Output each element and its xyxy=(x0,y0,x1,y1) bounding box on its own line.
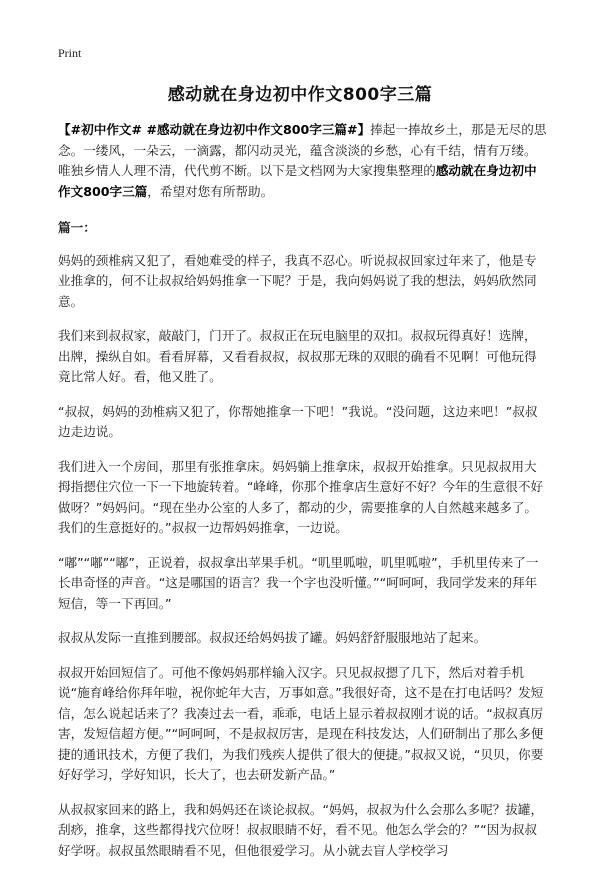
intro-text: 捧起一捧故乡土，那是无尽的思念。一缕风，一朵云，一滴露，都闪动灵光，蕴含淡淡的乡愁，心有千结，情有万缕。唯独乡情人人理不清，代代剪不断。以下是文档网为大家搜集整理的 xyxy=(58,122,547,178)
paragraph: 叔叔开始回短信了。可他不像妈妈那样输入汉字。只见叔叔摁了几下，然后对着手机说“施育峰给你拜年啦，祝你蛇年大吉，万事如意。”我很好奇，这不是在打电话吗？发短信，怎么说起话来了？我凑过去一看，乖乖，电话上显示着叔叔刚才说的话。“叔叔真厉害，发短信超方便。”“呵呵呵，不是叔叔厉害，是现在科技发达，人们研制出了那么多便捷的通讯技术，方便了我们，为我们残疾人提供了很大的便捷。”叔叔又说，“贝贝，你要好好学习，学好知识，长大了，也去研发新产品。” xyxy=(58,664,544,782)
page-title: 感动就在身边初中作文800字三篇 xyxy=(167,85,433,105)
section-heading: 篇一： xyxy=(58,220,96,235)
article-body xyxy=(58,120,548,875)
paragraph: “嘟”“嘟”“嘟”，正说着，叔叔拿出苹果手机。“叽里呱啦，叽里呱啦”，手机里传来了一长串奇怪的声音。“这是哪国的语言？我一个字也没听懂。”“呵呵呵，我同学发来的拜年短信，等一下再回。” xyxy=(58,554,539,611)
paragraph: “叔叔，妈妈的劲椎病又犯了，你帮她推拿一下吧！”我说。“没问题，这边来吧！”叔叔边走边说。 xyxy=(58,403,538,439)
paragraph: 我们进入一个房间，那里有张推拿床。妈妈躺上推拿床，叔叔开始推拿。只见叔叔用大拇指摁住穴位一下一下地旋转着。“峰峰，你那个推拿店生意好不好？今年的生意很不好做呀？”妈妈问。“现在坐办公室的人多了，都动的少，需要推拿的人自然越来越多了。我们的生意挺好的。”叔叔一边帮妈妈推拿，一边说。 xyxy=(58,458,544,535)
paragraph: 我们来到叔叔家，敲敲门，门开了。叔叔正在玩电脑里的双扣。叔叔玩得真好！选牌，出牌，操纵自如。看看屏幕，又看看叔叔，叔叔那无珠的双眼的确看不见啊！可他玩得竟比常人好。看，他又胜了。 xyxy=(58,328,537,384)
paragraph: 从叔叔家回来的路上，我和妈妈还在谈论叔叔。“妈妈，叔叔为什么会那么多呢？拔罐，刮痧，推拿，这些都得找穴位呀！叔叔眼睛不好，看不见。他怎么学会的？”“因为叔叔好学呀。叔叔虽然眼睛看不见，但他很爱学习。从小就去盲人学校学习 xyxy=(58,801,544,858)
intro-paragraph xyxy=(58,120,548,202)
paragraph: 叔叔从发际一直推到腰部。叔叔还给妈妈拔了罐。妈妈舒舒服服地站了起来。 xyxy=(58,630,487,645)
intro-bold-title: 感动就在身边初中作文800字三篇 xyxy=(58,163,537,199)
paragraph: 妈妈的颈椎病又犯了，看她难受的样子，我真不忍心。听说叔叔回家过年来了，他是专业推拿的，何不让叔叔给妈妈推拿一下呢？于是，我向妈妈说了我的想法，妈妈欣然同意。 xyxy=(58,252,537,309)
intro-tag: 【#初中作文# #感动就在身边初中作文800字三篇#】 xyxy=(58,122,371,137)
print-link[interactable]: Print xyxy=(58,46,82,60)
intro-text-end: ，希望对您有所帮助。 xyxy=(147,183,274,199)
